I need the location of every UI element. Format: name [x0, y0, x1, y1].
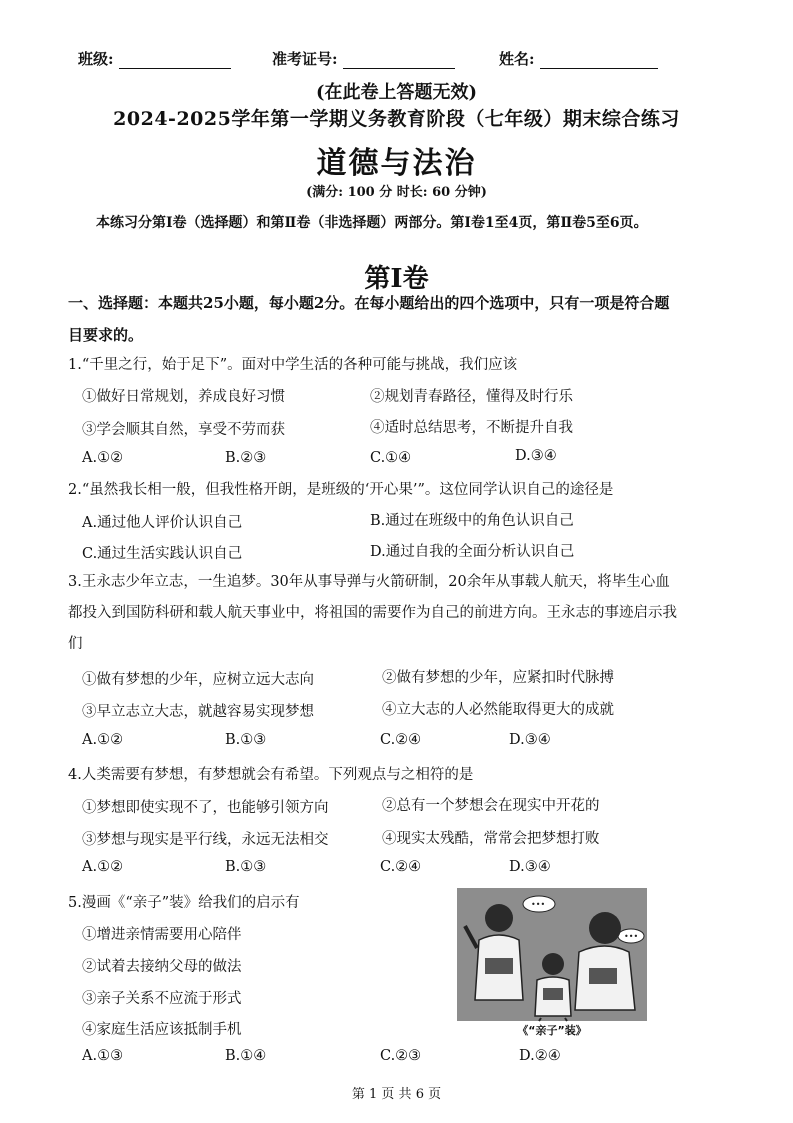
svg-text:•••: •••	[531, 900, 546, 909]
name-field	[499, 48, 658, 69]
question-5-item-1: ①增进亲情需要用心陪伴	[82, 927, 242, 943]
question-4-item-1: ①梦想即使实现不了，也能够引领方向	[82, 800, 329, 816]
subject-title: 道德与法治	[316, 146, 477, 181]
parent-child-cartoon	[457, 888, 647, 1040]
question-2-option-a: A.通过他人评价认识自己	[82, 515, 243, 531]
question-5-item-3: ③亲子关系不应流于形式	[82, 991, 242, 1007]
class-label: 班级:	[78, 50, 114, 68]
question-5-option-a: A.①③	[82, 1048, 124, 1064]
question-5-option-c: C.②③	[380, 1048, 422, 1064]
invalid-answer-notice: (在此卷上答题无效)	[315, 82, 478, 103]
question-5-item-4: ④家庭生活应该抵制手机	[82, 1022, 242, 1038]
question-2-option-b: B.通过在班级中的角色认识自己	[370, 513, 574, 529]
cartoon-illustration	[457, 888, 647, 1040]
header-fields	[0, 48, 793, 74]
name-label: 姓名:	[499, 50, 535, 68]
cartoon-caption: 《“亲子”装》	[517, 1024, 587, 1037]
question-3-option-c: C.②④	[380, 732, 422, 748]
question-5-option-d: D.②④	[519, 1048, 561, 1064]
question-1-option-a: A.①②	[82, 450, 124, 466]
question-2-option-c: C.通过生活实践认识自己	[82, 546, 243, 562]
exam-id-blank	[343, 52, 455, 69]
question-2-stem: 2.“虽然我长相一般，但我性格开朗，是班级的‘开心果’”。这位同学认识自己的途径是	[68, 482, 614, 498]
class-blank	[119, 52, 231, 69]
exam-intro: 本练习分第Ⅰ卷（选择题）和第Ⅱ卷（非选择题）两部分。第Ⅰ卷1至4页，第Ⅱ卷5至6页。	[96, 215, 648, 231]
part-title: 第Ⅰ卷	[364, 264, 429, 294]
question-1-option-d: D.③④	[515, 448, 557, 464]
svg-text:•••: •••	[624, 932, 639, 941]
question-3-item-2: ②做有梦想的少年，应紧扣时代脉搏	[382, 670, 614, 686]
question-4-stem: 4.人类需要有梦想，有梦想就会有希望。下列观点与之相符的是	[68, 767, 474, 783]
question-4-item-3: ③梦想与现实是平行线，永远无法相交	[82, 832, 329, 848]
question-5-stem: 5.漫画《“亲子”装》给我们的启示有	[68, 895, 300, 911]
question-3-option-d: D.③④	[509, 732, 551, 748]
question-4-option-a: A.①②	[82, 859, 124, 875]
page-number: 第 1 页 共 6 页	[351, 1087, 442, 1102]
score-info: (满分: 100 分 时长: 60 分钟)	[306, 185, 487, 200]
exam-id-field	[272, 48, 455, 69]
question-1-item-2: ②规划青春路径，懂得及时行乐	[370, 389, 573, 405]
question-1-item-3: ③学会顺其自然，享受不劳而获	[82, 422, 285, 438]
question-1-item-1: ①做好日常规划，养成良好习惯	[82, 389, 285, 405]
question-1-item-4: ④适时总结思考，不断提升自我	[370, 420, 573, 436]
question-4-option-b: B.①③	[225, 859, 267, 875]
question-5-option-b: B.①④	[225, 1048, 267, 1064]
exam-title: 2024-2025学年第一学期义务教育阶段（七年级）期末综合练习	[113, 108, 680, 130]
name-blank	[540, 52, 658, 69]
question-3-option-b: B.①③	[225, 732, 267, 748]
class-field	[78, 48, 231, 69]
question-2-option-d: D.通过自我的全面分析认识自己	[370, 544, 575, 560]
question-3-stem: 3.王永志少年立志，一生追梦。30年从事导弹与火箭研制，20余年从事载人航天，将毕生心血都投入到国防科研和载人航天事业中，将祖国的需要作为自己的前进方向。王永志的事迹启示我们	[68, 574, 677, 652]
question-1-option-b: B.②③	[225, 450, 267, 466]
question-3-item-1: ①做有梦想的少年，应树立远大志向	[82, 672, 314, 688]
question-3-item-4: ④立大志的人必然能取得更大的成就	[382, 702, 614, 718]
question-1-option-c: C.①④	[370, 450, 412, 466]
question-4-option-d: D.③④	[509, 859, 551, 875]
exam-id-label: 准考证号:	[272, 50, 338, 68]
question-5-item-2: ②试着去接纳父母的做法	[82, 959, 242, 975]
question-3-option-a: A.①②	[82, 732, 124, 748]
question-3-item-3: ③早立志立大志，就越容易实现梦想	[82, 704, 314, 720]
section-heading: 一、选择题：本题共25小题，每小题2分。在每小题给出的四个选项中，只有一项是符合题目要求的。	[68, 294, 670, 344]
question-4-option-c: C.②④	[380, 859, 422, 875]
question-1-stem: 1.“千里之行，始于足下”。面对中学生活的各种可能与挑战，我们应该	[68, 357, 518, 373]
question-4-item-4: ④现实太残酷，常常会把梦想打败	[382, 831, 600, 847]
question-4-item-2: ②总有一个梦想会在现实中开花的	[382, 798, 600, 814]
